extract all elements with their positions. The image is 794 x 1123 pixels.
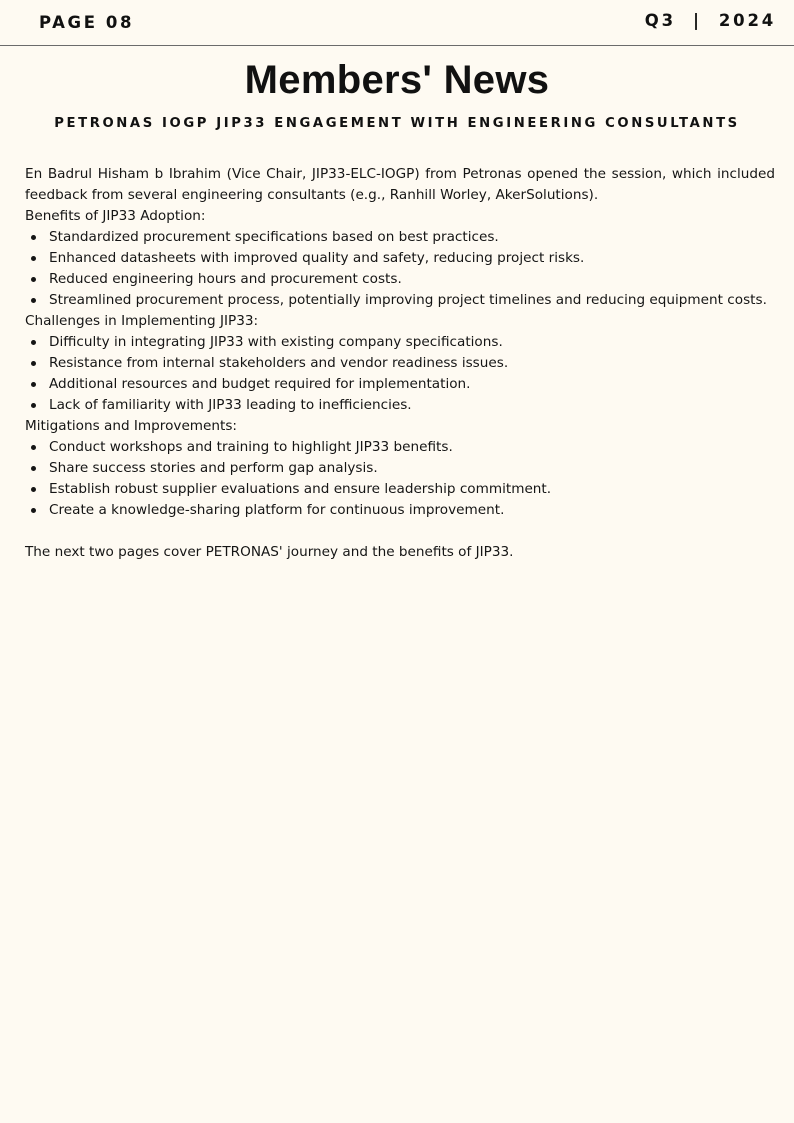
list-item: Create a knowledge-sharing platform for continuous improvement.: [25, 500, 775, 521]
bullet-icon: [31, 466, 36, 471]
list-item: Resistance from internal stakeholders and vendor readiness issues.: [25, 353, 775, 374]
bullet-icon: [31, 298, 36, 303]
list-item: Share success stories and perform gap analysis.: [25, 458, 775, 479]
bullet-icon: [31, 382, 36, 387]
issue-label: Q3 | 2024: [644, 11, 776, 30]
article-subtitle: PETRONAS IOGP JIP33 ENGAGEMENT WITH ENGINEERING CONSULTANTS: [54, 116, 740, 131]
bullet-icon: [31, 235, 36, 240]
article-body: [25, 164, 775, 563]
bullet-icon: [31, 403, 36, 408]
list-item: Additional resources and budget required for implementation.: [25, 374, 775, 395]
benefits-list: [25, 227, 775, 311]
list-item: Enhanced datasheets with improved quality and safety, reducing project risks.: [25, 248, 775, 269]
bullet-icon: [31, 277, 36, 282]
mitigations-list: [25, 437, 775, 521]
bullet-icon: [31, 361, 36, 366]
section-heading-mitigations: Mitigations and Improvements:: [25, 418, 238, 434]
page-number: PAGE 08: [39, 13, 135, 32]
intro-paragraph: En Badrul Hisham b Ibrahim (Vice Chair, JIP33-ELC-IOGP) from Petronas opened the session, which included feedback from several engineering consultants (e.g., Ranhill Worley, AkerSolutions).: [25, 166, 775, 203]
section-heading-benefits: Benefits of JIP33 Adoption:: [25, 208, 206, 224]
bullet-icon: [31, 445, 36, 450]
list-item: Establish robust supplier evaluations and ensure leadership commitment.: [25, 479, 775, 500]
list-item: Difficulty in integrating JIP33 with existing company specifications.: [25, 332, 775, 353]
list-item: Standardized procurement specifications based on best practices.: [25, 227, 775, 248]
list-item: Conduct workshops and training to highlight JIP33 benefits.: [25, 437, 775, 458]
challenges-list: [25, 332, 775, 416]
list-item: Streamlined procurement process, potentially improving project timelines and reducing equipment costs.: [25, 290, 775, 311]
list-item: Lack of familiarity with JIP33 leading to inefficiencies.: [25, 395, 775, 416]
bullet-icon: [31, 340, 36, 345]
page-header: [0, 0, 794, 46]
closing-paragraph: The next two pages cover PETRONAS' journey and the benefits of JIP33.: [25, 544, 514, 560]
section-heading-challenges: Challenges in Implementing JIP33:: [25, 313, 259, 329]
bullet-icon: [31, 256, 36, 261]
bullet-icon: [31, 487, 36, 492]
list-item: Reduced engineering hours and procurement costs.: [25, 269, 775, 290]
bullet-icon: [31, 508, 36, 513]
page-title: Members' News: [244, 58, 550, 102]
